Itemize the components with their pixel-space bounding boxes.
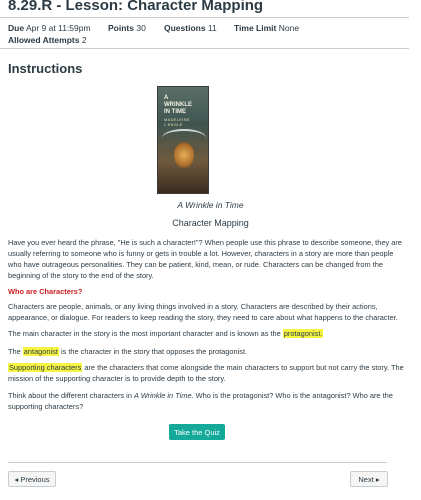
characters-paragraph: Characters are people, animals, or any living things involved in a story. Characters are described by their actions, appearance, or dialogue. For readers to keep reading the story, they need to care about what happens to the character.	[8, 302, 398, 322]
instructions-heading: Instructions	[8, 61, 83, 76]
antagonist-highlight: antagonist	[23, 347, 58, 356]
time-limit-label: Time Limit	[234, 23, 277, 33]
questions-value: 11	[207, 23, 217, 33]
book-cover-orb-art	[174, 142, 194, 168]
supporting-highlight: Supporting characters	[9, 363, 82, 372]
protagonist-paragraph: The main character in the story is the most important character and is known as the protagonist.	[8, 329, 323, 338]
take-quiz-button[interactable]: Take the Quiz	[169, 424, 225, 440]
title-divider	[0, 17, 421, 18]
supporting-paragraph: Supporting characters are the characters that come alongside the main characters to support but not carry the story. The mission of the supporting character is to provide depth to the story.	[8, 363, 404, 383]
book-cover-author: MADELEINE L'ENGLE	[164, 117, 190, 127]
footer-divider	[8, 462, 387, 463]
book-caption: A Wrinkle in Time	[177, 200, 244, 210]
attempts-label: Allowed Attempts	[8, 35, 80, 45]
time-limit-info	[234, 23, 299, 33]
due-info	[8, 23, 91, 33]
due-value: Apr 9 at 11:59pm	[25, 23, 91, 33]
meta-divider	[0, 48, 421, 49]
next-button[interactable]: Next ▸	[350, 471, 388, 487]
intro-paragraph: Have you ever heard the phrase, "He is such a character!"? When people use this phrase to describe someone, they are usually referring to someone who is funny or gets in trouble a lot. However, characters in a story are more than people who have outrageous personalities. They can be patient, kind, mean, or rude. Characters can be changed from the beginning of the story to the end of the story.	[8, 238, 402, 280]
previous-button[interactable]: ◂ Previous	[8, 471, 56, 487]
antagonist-paragraph: The antagonist is the character in the story that opposes the protagonist.	[8, 347, 248, 356]
scrollbar-gutter	[409, 0, 421, 500]
time-limit-value: None	[278, 23, 300, 33]
section-heading: Who are Characters?	[8, 287, 83, 296]
protagonist-highlight: protagonist.	[283, 329, 323, 338]
points-value: 30	[136, 23, 146, 33]
points-label: Points	[108, 23, 134, 33]
questions-info	[164, 23, 217, 33]
book-cover-image	[157, 86, 209, 194]
lesson-subtitle: Character Mapping	[172, 218, 249, 228]
attempts-info	[8, 35, 87, 45]
page-title: 8.29.R - Lesson: Character Mapping	[8, 0, 264, 14]
question-paragraph: Think about the different characters in A Wrinkle in Time. Who is the protagonist? Who is the antagonist? Who are the supporting characters?	[8, 391, 393, 411]
book-title-inline: A Wrinkle in Time	[134, 391, 192, 400]
attempts-value: 2	[81, 35, 87, 45]
points-info	[108, 23, 146, 33]
questions-label: Questions	[164, 23, 206, 33]
book-cover-title: A WRINKLE IN TIME	[164, 95, 192, 115]
due-label: Due	[8, 23, 25, 33]
